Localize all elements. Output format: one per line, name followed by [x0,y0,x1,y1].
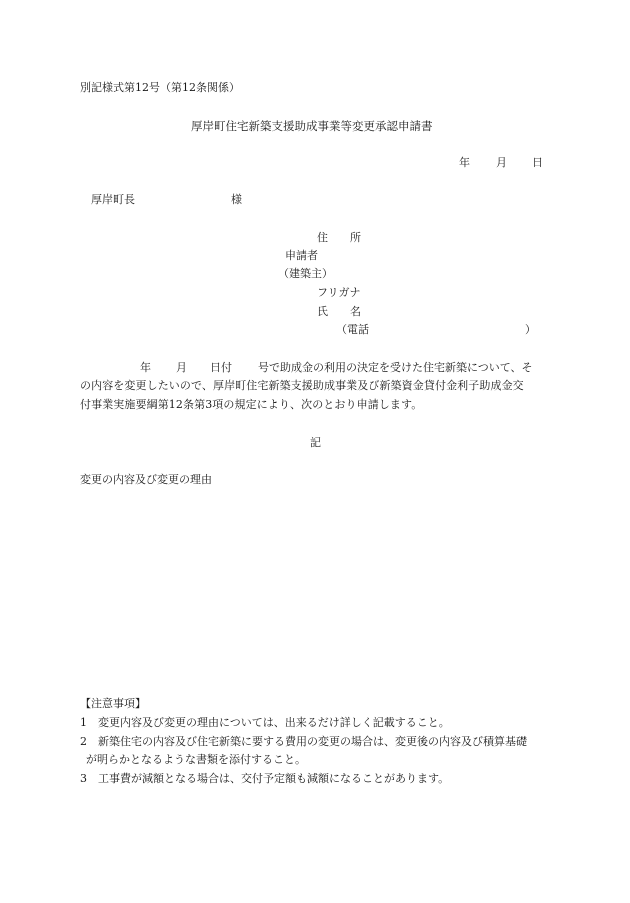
date-day-label: 日 [532,156,543,169]
document-title: 厚岸町住宅新築支援助成事業等変更承認申請書 [191,119,433,133]
date-month-label: 月 [496,156,507,169]
note-text: が明らかとなるような書類を添付すること。 [86,753,306,766]
note-number: 1 [80,716,87,729]
body-line-1-month: 月 [176,361,187,374]
note-text: 変更内容及び変更の理由については、出来るだけ詳しく記載すること。 [98,716,450,729]
note-text: 工事費が減額となる場合は、交付予定額も減額になることがあります。 [98,772,450,785]
name-label: 氏 名 [317,305,361,318]
addressee-name: 厚岸町長 [91,193,135,206]
body-line-1-rest: 号で助成金の利用の決定を受けた住宅新築について、そ [258,361,533,374]
applicant-label: 申請者 [285,249,318,262]
date-year-label: 年 [459,156,470,169]
phone-close: ） [525,323,536,336]
form-number: 別記様式第12号（第12条関係） [80,81,240,94]
notes-heading: 【注意事項】 [80,697,146,710]
change-heading: 変更の内容及び変更の理由 [80,473,212,486]
note-number: 2 [80,735,87,748]
furigana-label: フリガナ [317,286,361,299]
note-number: 3 [80,772,87,785]
ki-heading: 記 [310,436,321,449]
body-line-2: の内容を変更したいので、厚岸町住宅新築支援助成事業及び新築資金貸付金利子助成金交 [80,379,524,392]
address-label: 住 所 [317,231,361,244]
addressee-honorific: 様 [231,193,242,206]
note-text: 新築住宅の内容及び住宅新築に要する費用の変更の場合は、変更後の内容及び積算基礎 [98,735,527,748]
body-line-1-day: 日付 [210,361,232,374]
body-line-1-year: 年 [140,361,151,374]
phone-open: （電話 [336,323,369,336]
builder-label: （建築主） [278,267,333,280]
body-line-3: 付事業実施要綱第12条第3項の規定により、次のとおり申請します。 [80,398,423,411]
